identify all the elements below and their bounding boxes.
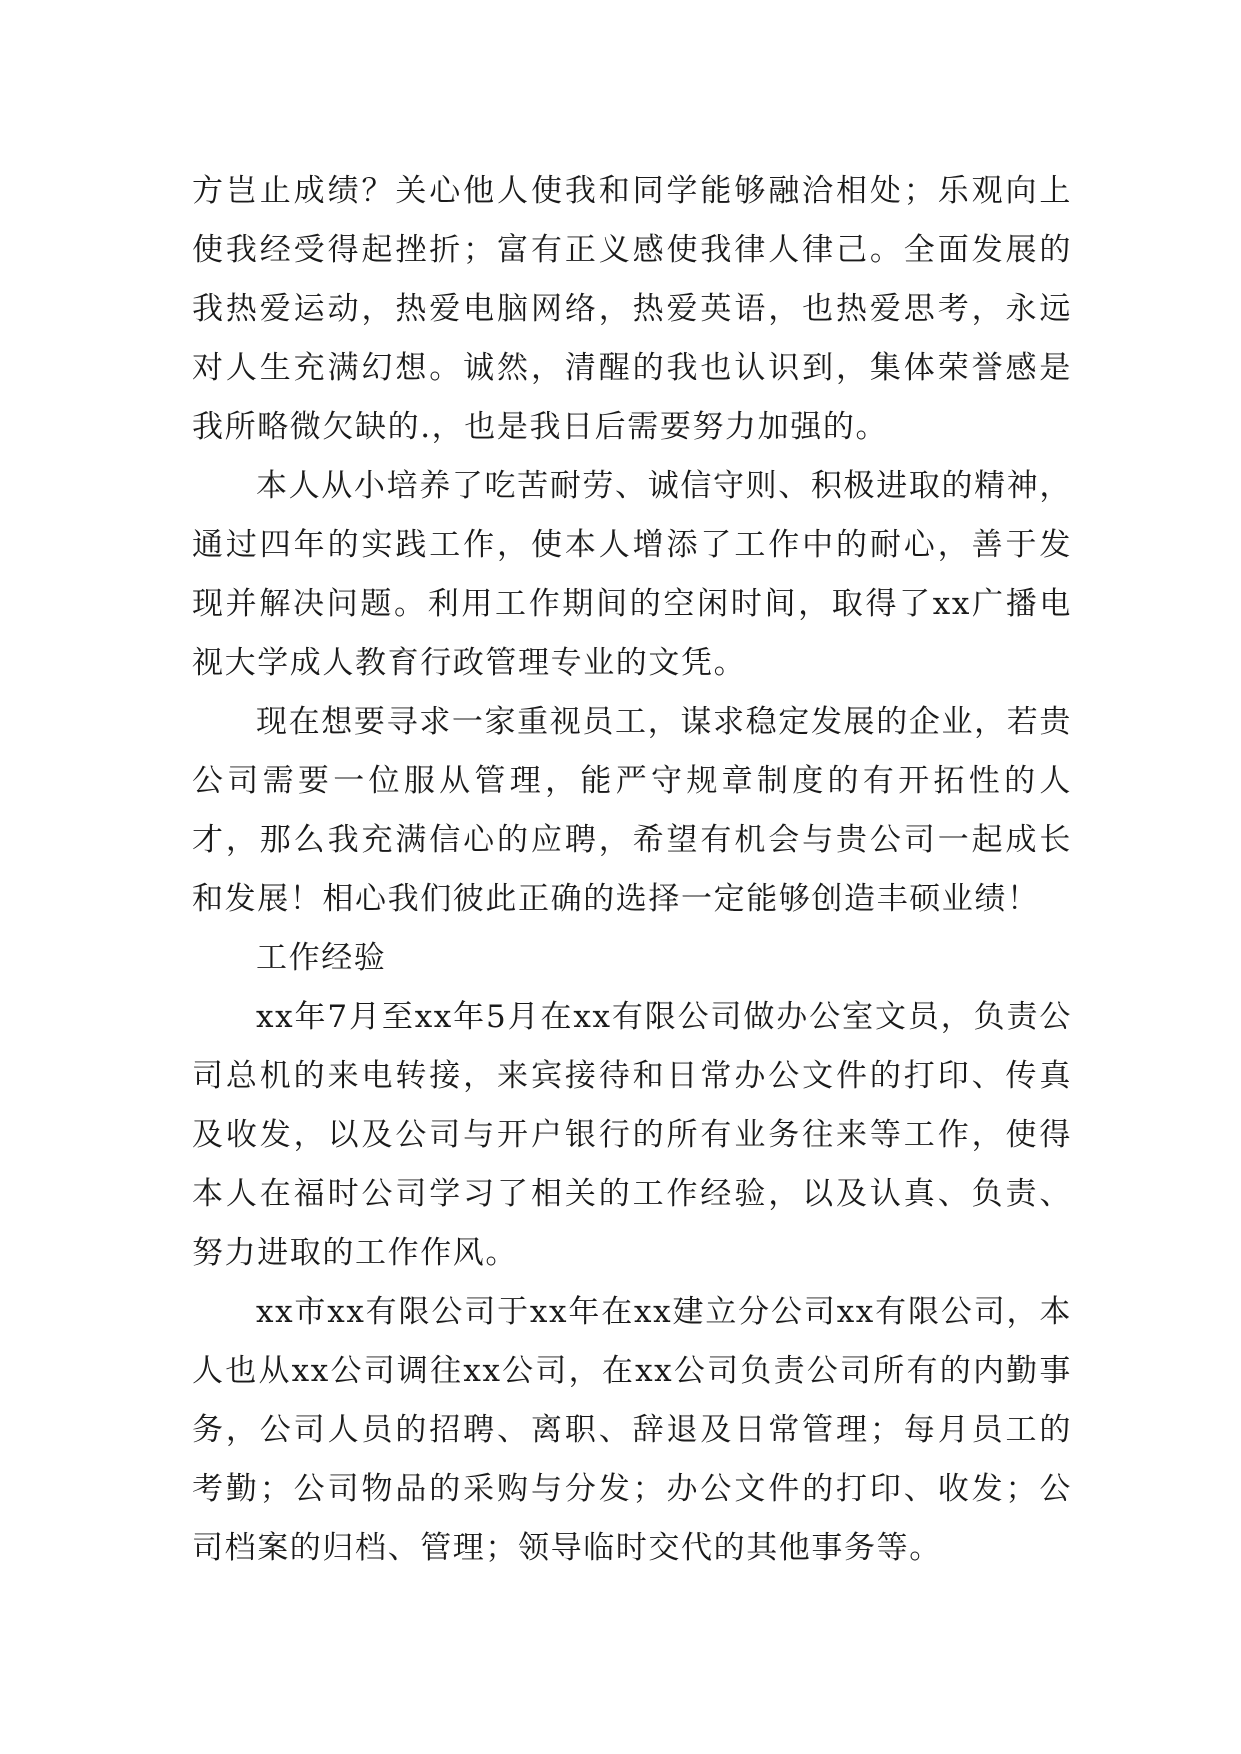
document-body	[192, 162, 1072, 1578]
paragraph-experience-2: xx市xx有限公司于xx年在xx建立分公司xx有限公司，本人也从xx公司调往xx公司，在xx公司负责公司所有的内勤事务，公司人员的招聘、离职、辞退及日常管理；每月员工的考勤；公司物品的采购与分发；办公文件的打印、收发；公司档案的归档、管理；领导临时交代的其他事务等。	[192, 1294, 1072, 1566]
paragraph-self-evaluation-continued: 方岂止成绩？关心他人使我和同学能够融洽相处；乐观向上使我经受得起挫折；富有正义感使我律人律己。全面发展的我热爱运动，热爱电脑网络，热爱英语，也热爱思考，永远对人生充满幻想。诚然，清醒的我也认识到，集体荣誉感是我所略微欠缺的.，也是我日后需要努力加强的。	[192, 173, 1072, 445]
paragraph-experience-1: xx年7月至xx年5月在xx有限公司做办公室文员，负责公司总机的来电转接，来宾接待和日常办公文件的打印、传真及收发，以及公司与开户银行的所有业务往来等工作，使得本人在福时公司学习了相关的工作经验，以及认真、负责、努力进取的工作作风。	[192, 999, 1072, 1271]
section-heading-work-experience: 工作经验	[256, 940, 387, 976]
paragraph-job-objective: 现在想要寻求一家重视员工，谋求稳定发展的企业，若贵公司需要一位服从管理，能严守规章制度的有开拓性的人才，那么我充满信心的应聘，希望有机会与贵公司一起成长和发展！相心我们彼此正确的选择一定能够创造丰硕业绩！	[192, 704, 1072, 917]
paragraph-personal-qualities: 本人从小培养了吃苦耐劳、诚信守则、积极进取的精神，通过四年的实践工作，使本人增添了工作中的耐心，善于发现并解决问题。利用工作期间的空闲时间，取得了xx广播电视大学成人教育行政管理专业的文凭。	[192, 468, 1072, 681]
